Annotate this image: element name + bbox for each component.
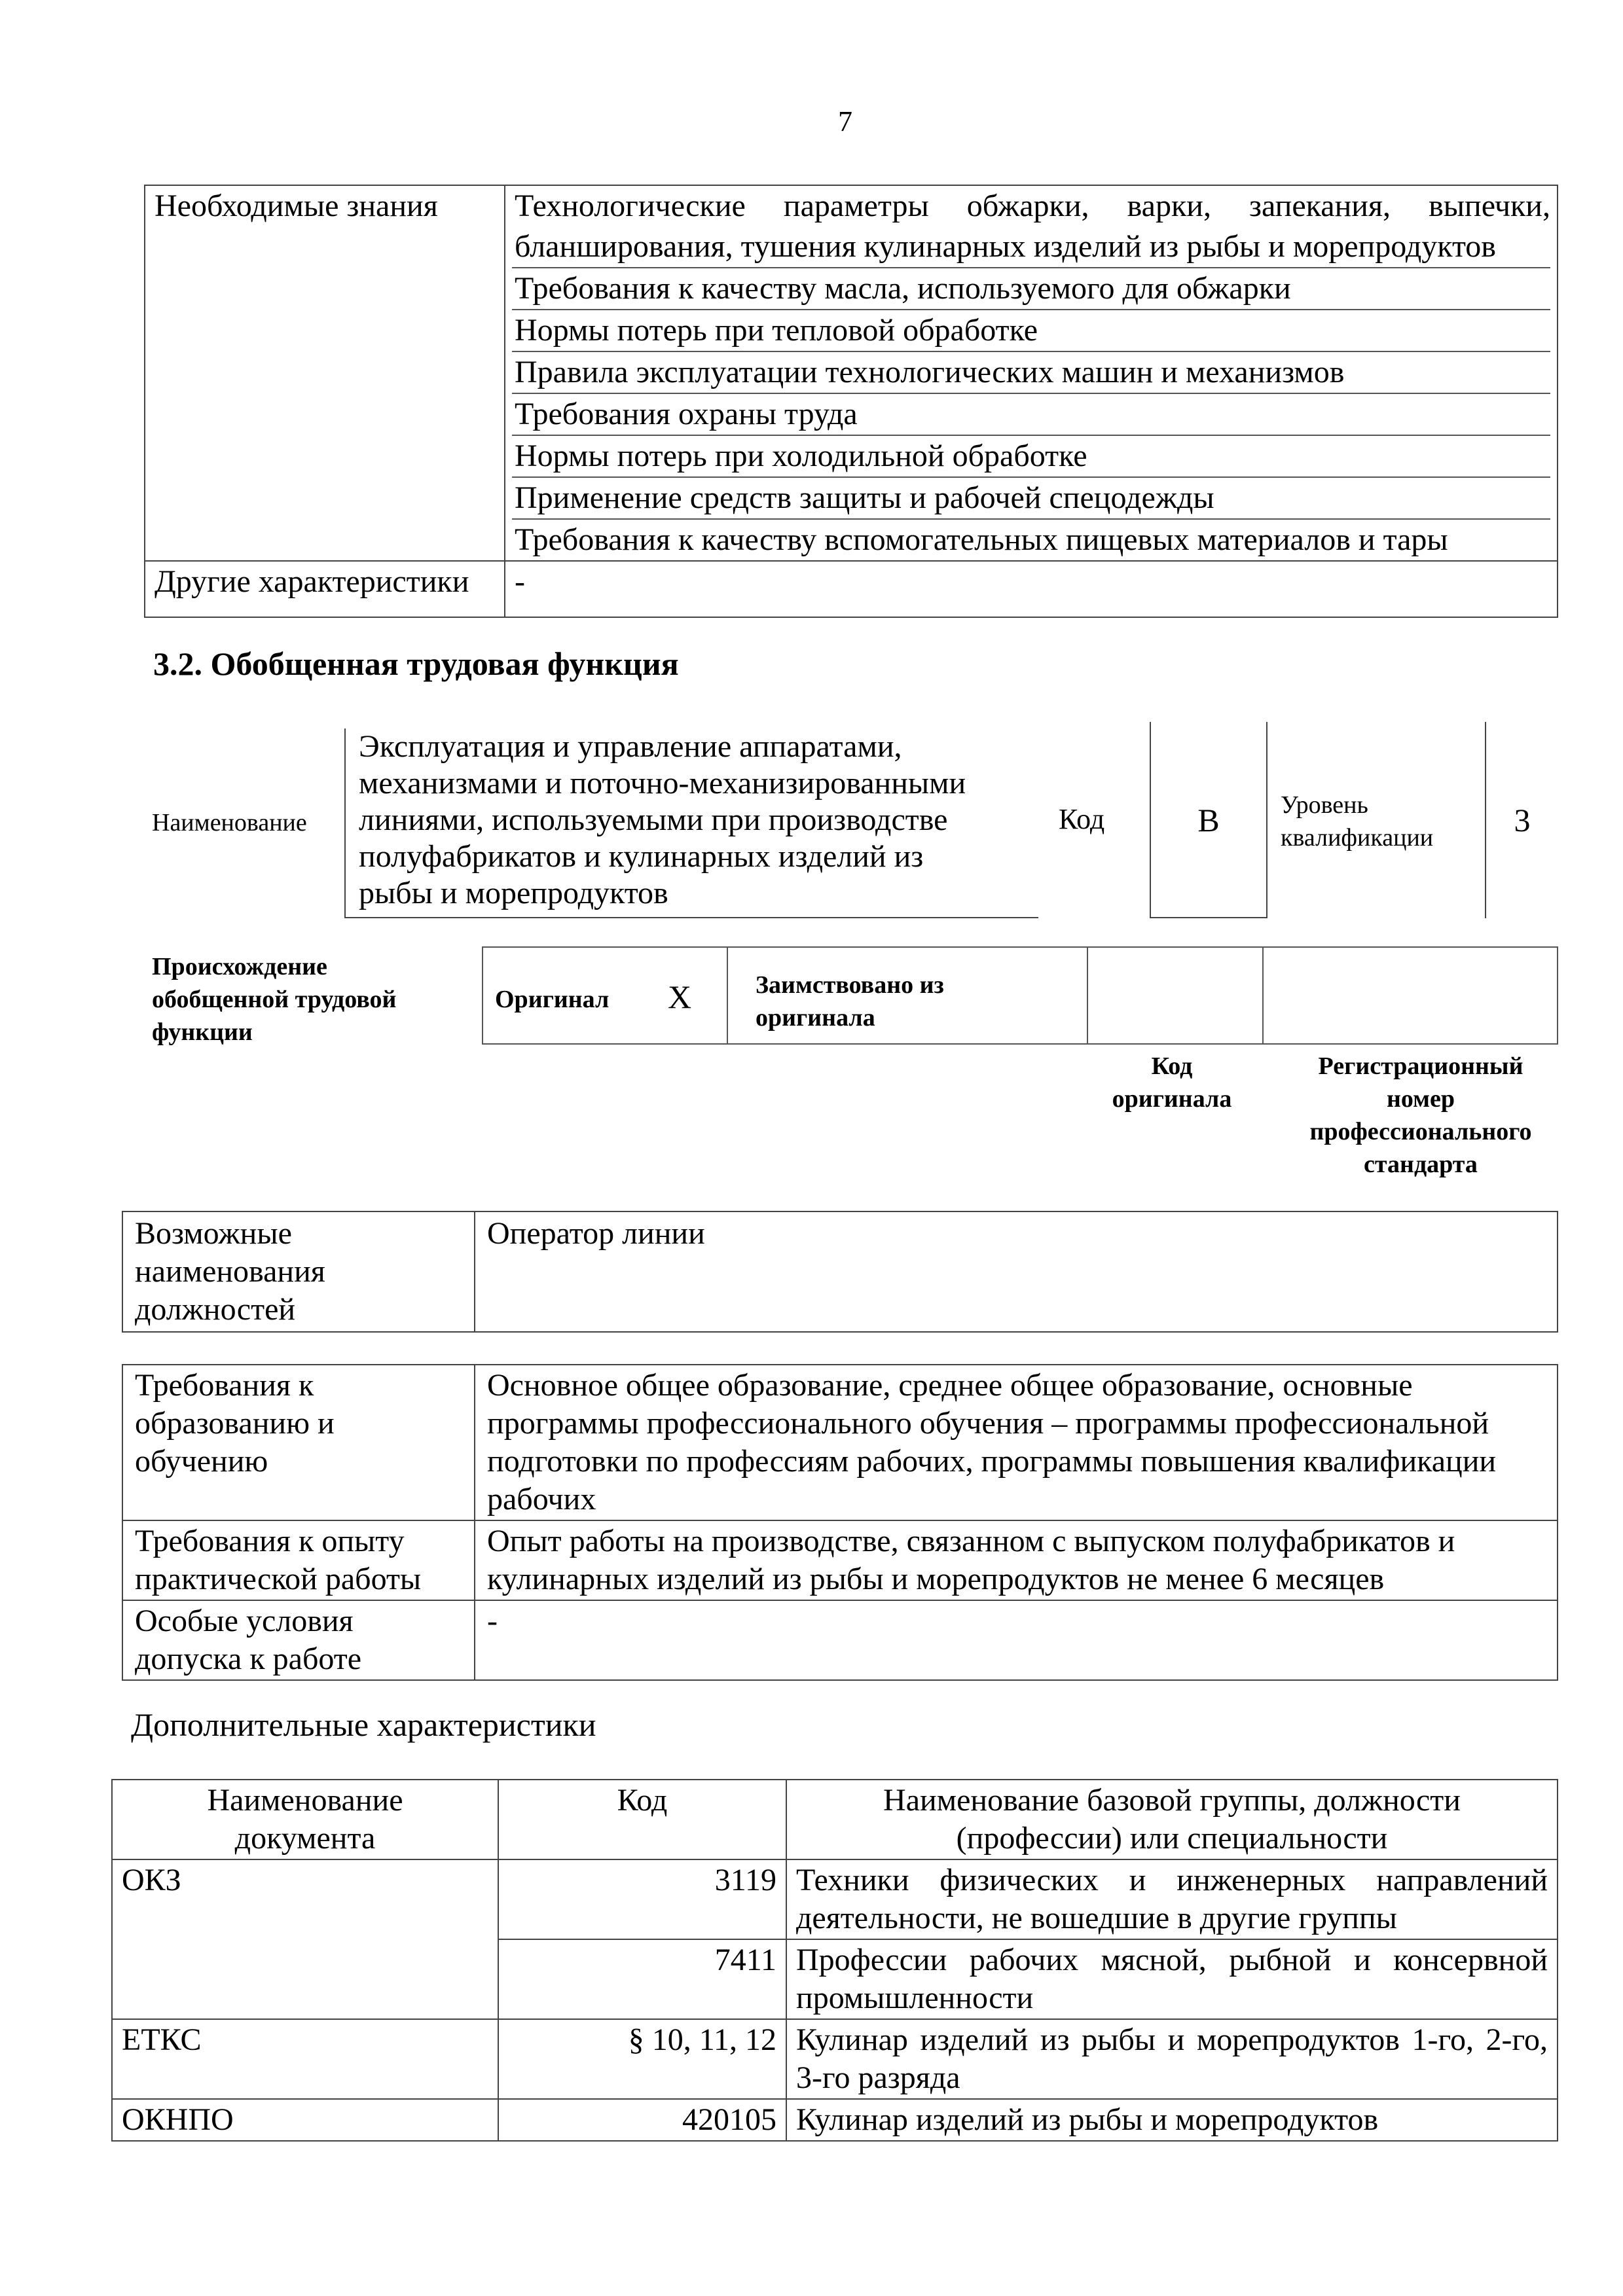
origin-divider [727,946,728,1045]
knowledge-item: Требования к качеству вспомогательных пищевых материалов и тары [515,522,1448,557]
positions-label-line: наименования [135,1254,325,1289]
requirements-label [122,1520,475,1600]
extra-header-line: документа [234,1821,376,1856]
origin-label-line: функции [152,1018,253,1046]
positions-label [122,1211,475,1332]
knowledge-item: Нормы потерь при тепловой обработке [512,310,1550,352]
knowledge-item: Требования охраны труда [512,394,1550,436]
requirements-label-line: практической работы [135,1562,422,1596]
origin-label-line: Происхождение [152,953,327,980]
requirements-row [122,1365,1558,1520]
gf-name [344,728,1038,918]
gf-name-line: механизмами и поточно-механизированными [359,766,966,800]
origin-reg-caption-line: стандарта [1364,1151,1478,1178]
origin-code-caption-line: Код [1151,1052,1193,1080]
origin-original-mark: X [668,978,692,1015]
extra-header-name [786,1780,1558,1859]
requirements-label [122,1365,475,1520]
extra-name-cell: Кулинар изделий из рыбы и морепродуктов [786,2099,1558,2141]
extra-header-line: Наименование [207,1783,403,1818]
positions-label-line: Возможные [135,1216,292,1251]
positions-table [122,1211,1558,1333]
gf-name-line: линиями, используемыми при производстве [359,802,948,837]
origin-reg-caption-line: профессионального [1309,1118,1532,1145]
origin-divider [1262,946,1264,1045]
gf-name-line: полуфабрикатов и кулинарных изделий из [359,839,924,874]
requirements-label-line: допуска к работе [135,1641,362,1676]
origin-reg-caption-line: номер [1386,1085,1455,1113]
gf-level-label-line: Уровень [1281,791,1368,819]
extra-code-cell: 420105 [498,2099,786,2141]
gf-code-value: B [1150,722,1267,918]
requirements-row [122,1520,1558,1600]
origin-borrowed-line: Заимствовано из [756,971,944,999]
gf-name-line: рыбы и морепродуктов [359,876,668,910]
extra-name-cell: Техники физических и инженерных направлений деятельности, не вошедшие в другие группы [786,1859,1558,1939]
requirements-label-line: обучению [135,1444,268,1479]
extra-name-cell: Профессии рабочих мясной, рыбной и консервной промышленности [786,1939,1558,2019]
extra-doc-cell: ОКНПО [112,2099,498,2141]
requirements-value: - [475,1600,1558,1680]
extra-code-cell: 3119 [498,1859,786,1939]
section-title: 3.2. Обобщенная трудовая функция [153,645,679,682]
origin-reg-caption [1277,1050,1565,1181]
requirements-row [122,1600,1558,1680]
extra-name-cell: Кулинар изделий из рыбы и морепродуктов 1-го, 2-го, 3-го разряда [786,2019,1558,2099]
extra-doc-cell: ОКЗ [112,1859,498,1939]
requirements-value: Основное общее образование, среднее общее образование, основные программы профессионального обучения – программы профессиональной подготовки по профессиям рабочих, программы повышения квалификации рабочих [475,1365,1558,1520]
requirements-label-line: Требования к опыту [135,1524,405,1558]
knowledge-item: Требования к качеству масла, используемого для обжарки [512,268,1550,310]
extra-header-row [112,1780,1558,1859]
knowledge-label: Необходимые знания [145,185,505,561]
gf-code-label: Код [1059,803,1105,835]
table-row [112,2019,1558,2099]
other-characteristics-label: Другие характеристики [145,561,505,617]
origin-original-label: Оригинал [495,986,610,1013]
requirements-value: Опыт работы на производстве, связанном с выпуском полуфабрикатов и кулинарных изделий из рыбы и морепродуктов не менее 6 месяцев [475,1520,1558,1600]
origin-borrowed-label [756,969,1044,1034]
origin-code-caption-line: оригинала [1112,1085,1232,1113]
knowledge-item: Технологические параметры обжарки, варки, запекания, выпечки, бланширования, тушения кулинарных изделий из рыбы и морепродуктов [512,186,1550,268]
extra-header-code [498,1780,786,1859]
knowledge-table [144,185,1558,618]
knowledge-items [505,185,1558,561]
extra-header-line: (профессии) или специальности [956,1821,1388,1856]
requirements-label [122,1600,475,1680]
requirements-label-line: Особые условия [135,1604,354,1638]
page-number: 7 [838,105,852,137]
positions-value: Оператор линии [475,1211,1558,1332]
extra-table [111,1779,1558,2142]
gf-name-line: Эксплуатация и управление аппаратами, [359,729,902,764]
extra-code-cell: § 10, 11, 12 [498,2019,786,2099]
knowledge-item: Нормы потерь при холодильной обработке [512,436,1550,478]
gf-level-label-line: квалификации [1281,824,1434,852]
positions-row [122,1211,1558,1332]
table-row [112,1859,1558,1939]
extra-header-doc [112,1780,498,1859]
extra-doc-cell [112,1939,498,2019]
origin-code-caption [1074,1050,1270,1115]
extra-title: Дополнительные характеристики [131,1706,596,1743]
positions-label-line: должностей [135,1292,296,1327]
origin-borrowed-line: оригинала [756,1004,875,1031]
requirements-label-line: образованию и [135,1406,335,1441]
table-row [112,1939,1558,2019]
extra-code-cell: 7411 [498,1939,786,2019]
knowledge-item: Применение средств защиты и рабочей спецодежды [512,478,1550,520]
gf-level-value: 3 [1485,722,1558,918]
other-characteristics-value: - [505,561,1558,617]
gf-name-label: Наименование [152,809,307,836]
other-characteristics-row [145,561,1558,617]
requirements-table [122,1364,1558,1681]
requirements-label-line: Требования к [135,1368,314,1403]
origin-label-line: обобщенной трудовой [152,986,397,1013]
knowledge-item: Правила эксплуатации технологических машин и механизмов [512,352,1550,394]
table-row [112,2099,1558,2141]
gf-level-label [1281,789,1433,854]
origin-divider [1087,946,1088,1045]
origin-label [152,950,396,1049]
origin-reg-caption-line: Регистрационный [1318,1052,1523,1080]
extra-header-line: Код [617,1783,668,1818]
extra-header-line: Наименование базовой группы, должности [883,1783,1461,1818]
extra-doc-cell: ЕТКС [112,2019,498,2099]
knowledge-row [145,185,1558,561]
